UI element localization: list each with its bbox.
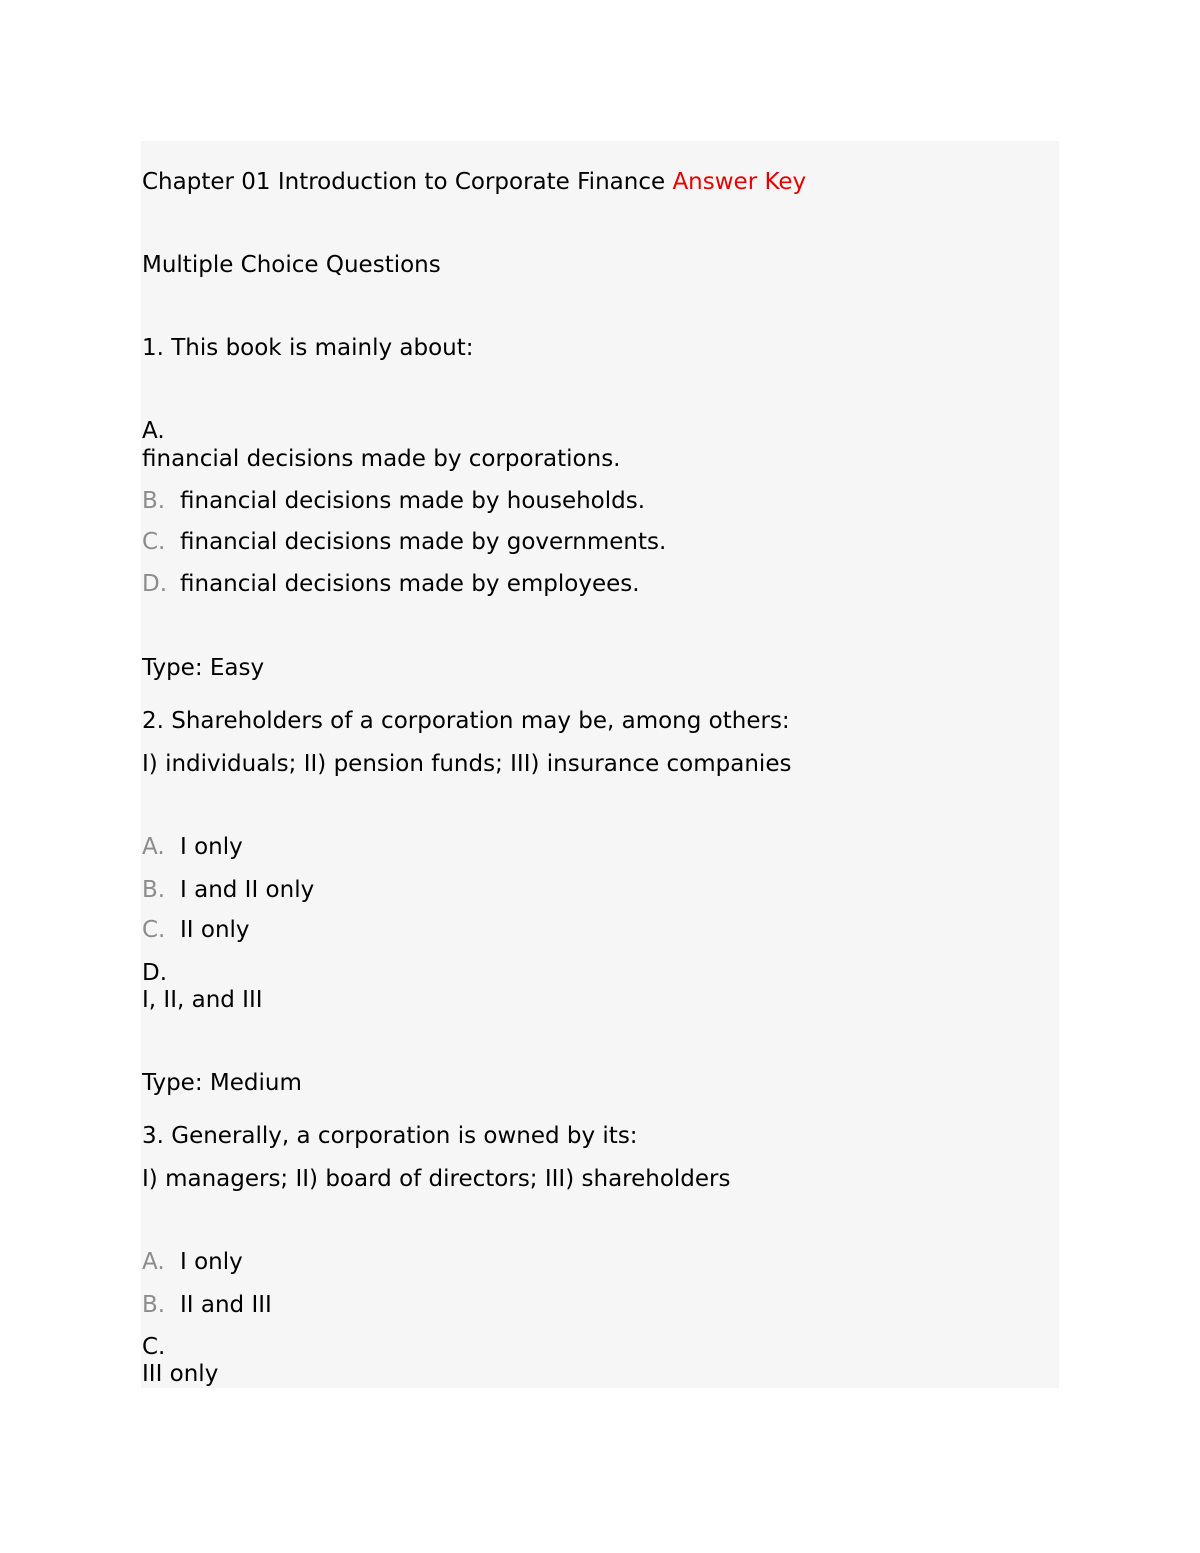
- option-letter: B.: [142, 1292, 166, 1318]
- option-text: I and II only: [180, 877, 315, 903]
- option-text: I only: [180, 1249, 243, 1275]
- q2-option-a: [142, 833, 243, 861]
- q2-option-d-text: I, II, and III: [142, 987, 263, 1013]
- question-3-stem-line2: I) managers; II) board of directors; III) shareholders: [142, 1166, 731, 1192]
- option-text: financial decisions made by governments.: [180, 529, 667, 555]
- question-2-stem: 2. Shareholders of a corporation may be, among others:: [142, 708, 790, 734]
- option-letter: C.: [142, 529, 166, 555]
- option-text: financial decisions made by households.: [180, 488, 646, 514]
- q1-option-b: [142, 487, 645, 515]
- section-heading: Multiple Choice Questions: [142, 252, 441, 278]
- option-letter: D.: [142, 571, 168, 597]
- q1-option-a-letter: A.: [142, 418, 165, 444]
- option-text: financial decisions made by employees.: [180, 571, 640, 597]
- q3-option-c-letter: C.: [142, 1334, 166, 1360]
- q1-option-c: [142, 528, 666, 556]
- option-text: II and III: [180, 1292, 272, 1318]
- option-letter: A.: [142, 834, 165, 860]
- q3-option-b: [142, 1291, 272, 1319]
- option-text: II only: [180, 917, 250, 943]
- option-letter: B.: [142, 488, 166, 514]
- option-letter: C.: [142, 917, 166, 943]
- page-title: [142, 168, 806, 196]
- q1-option-d: [142, 570, 640, 598]
- q2-option-d-letter: D.: [142, 960, 168, 986]
- option-text: I only: [180, 834, 243, 860]
- q2-option-b: [142, 876, 314, 904]
- q2-option-c: [142, 916, 250, 944]
- answer-key-label: Answer Key: [672, 169, 807, 195]
- q3-option-a: [142, 1248, 243, 1276]
- question-3-stem: 3. Generally, a corporation is owned by its:: [142, 1123, 638, 1149]
- question-2-stem-line2: I) individuals; II) pension funds; III) insurance companies: [142, 751, 792, 777]
- option-letter: B.: [142, 877, 166, 903]
- q3-option-c-text: III only: [142, 1361, 219, 1387]
- q1-option-a-text: financial decisions made by corporations.: [142, 446, 621, 472]
- question-2-type: Type: Medium: [142, 1070, 302, 1096]
- question-1-type: Type: Easy: [142, 655, 265, 681]
- title-text: Chapter 01 Introduction to Corporate Finance: [142, 169, 666, 195]
- option-letter: A.: [142, 1249, 165, 1275]
- question-1-stem: 1. This book is mainly about:: [142, 335, 474, 361]
